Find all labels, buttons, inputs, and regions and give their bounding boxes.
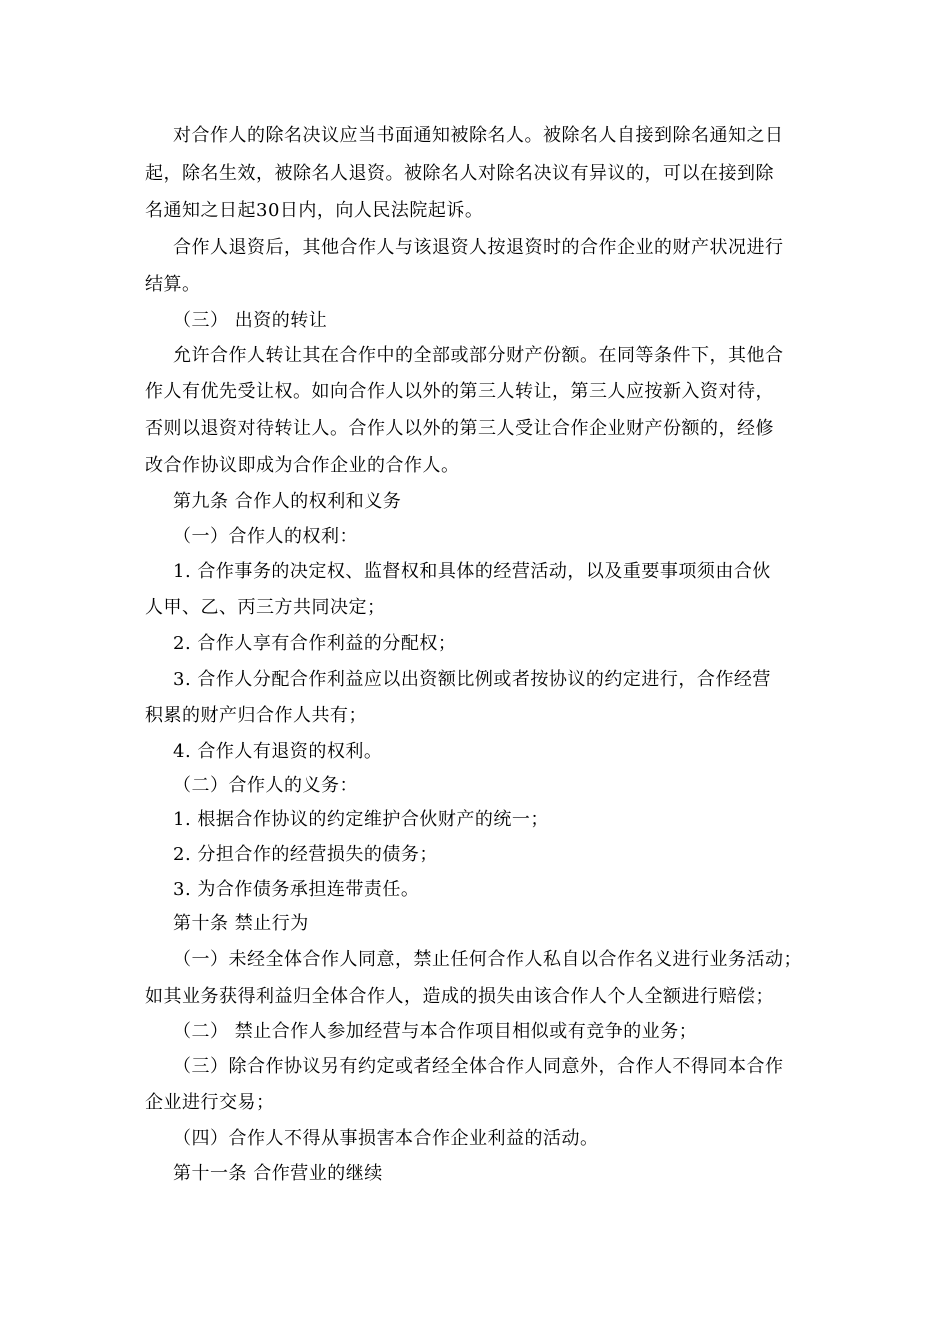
article-heading: 第十一条 合作营业的继续	[173, 1163, 383, 1184]
section-heading: （二）合作人的义务：	[173, 775, 358, 796]
list-item: （三）除合作协议另有约定或者经全体合作人同意外，合作人不得同本合作	[173, 1056, 784, 1077]
paragraph-line: 作人有优先受让权。如向合作人以外的第三人转让，第三人应按新入资对待，	[145, 381, 774, 402]
section-heading: （三） 出资的转让	[173, 310, 328, 331]
list-item-continuation: 人甲、乙、丙三方共同决定；	[145, 597, 386, 618]
paragraph-line: 名通知之日起30日内，向人民法院起诉。	[145, 200, 484, 221]
list-item-continuation: 如其业务获得利益归全体合作人，造成的损失由该合作人个人全额进行赔偿；	[145, 986, 774, 1007]
list-item: （四）合作人不得从事损害本合作企业利益的活动。	[173, 1128, 599, 1149]
list-item: 1. 根据合作协议的约定维护合伙财产的统一；	[173, 809, 549, 830]
paragraph-line: 对合作人的除名决议应当书面通知被除名人。被除名人自接到除名通知之日	[173, 125, 784, 146]
list-item-continuation: 积累的财产归合作人共有；	[145, 705, 367, 726]
paragraph-line: 合作人退资后，其他合作人与该退资人按退资时的合作企业的财产状况进行	[173, 237, 784, 258]
paragraph-line: 否则以退资对待转让人。合作人以外的第三人受让合作企业财产份额的，经修	[145, 418, 774, 439]
list-item-continuation: 企业进行交易；	[145, 1092, 275, 1113]
article-heading: 第十条 禁止行为	[173, 913, 309, 934]
section-heading: （一）合作人的权利：	[173, 526, 358, 547]
list-item: （一）未经全体合作人同意，禁止任何合作人私自以合作名义进行业务活动；	[173, 949, 802, 970]
list-item: 3. 合作人分配合作利益应以出资额比例或者按协议的约定进行，合作经营	[173, 669, 771, 690]
list-item: 1. 合作事务的决定权、监督权和具体的经营活动，以及重要事项须由合伙	[173, 561, 771, 582]
list-item: 2. 合作人享有合作利益的分配权；	[173, 633, 457, 654]
paragraph-line: 改合作协议即成为合作企业的合作人。	[145, 455, 460, 476]
list-item: （二） 禁止合作人参加经营与本合作项目相似或有竞争的业务；	[173, 1021, 698, 1042]
list-item: 2. 分担合作的经营损失的债务；	[173, 844, 438, 865]
paragraph-line: 结算。	[145, 274, 201, 295]
article-heading: 第九条 合作人的权利和义务	[173, 491, 402, 512]
list-item: 3. 为合作债务承担连带责任。	[173, 879, 420, 900]
paragraph-line: 起，除名生效，被除名人退资。被除名人对除名决议有异议的，可以在接到除	[145, 163, 774, 184]
paragraph-line: 允许合作人转让其在合作中的全部或部分财产份额。在同等条件下，其他合	[173, 345, 784, 366]
list-item: 4. 合作人有退资的权利。	[173, 741, 383, 762]
